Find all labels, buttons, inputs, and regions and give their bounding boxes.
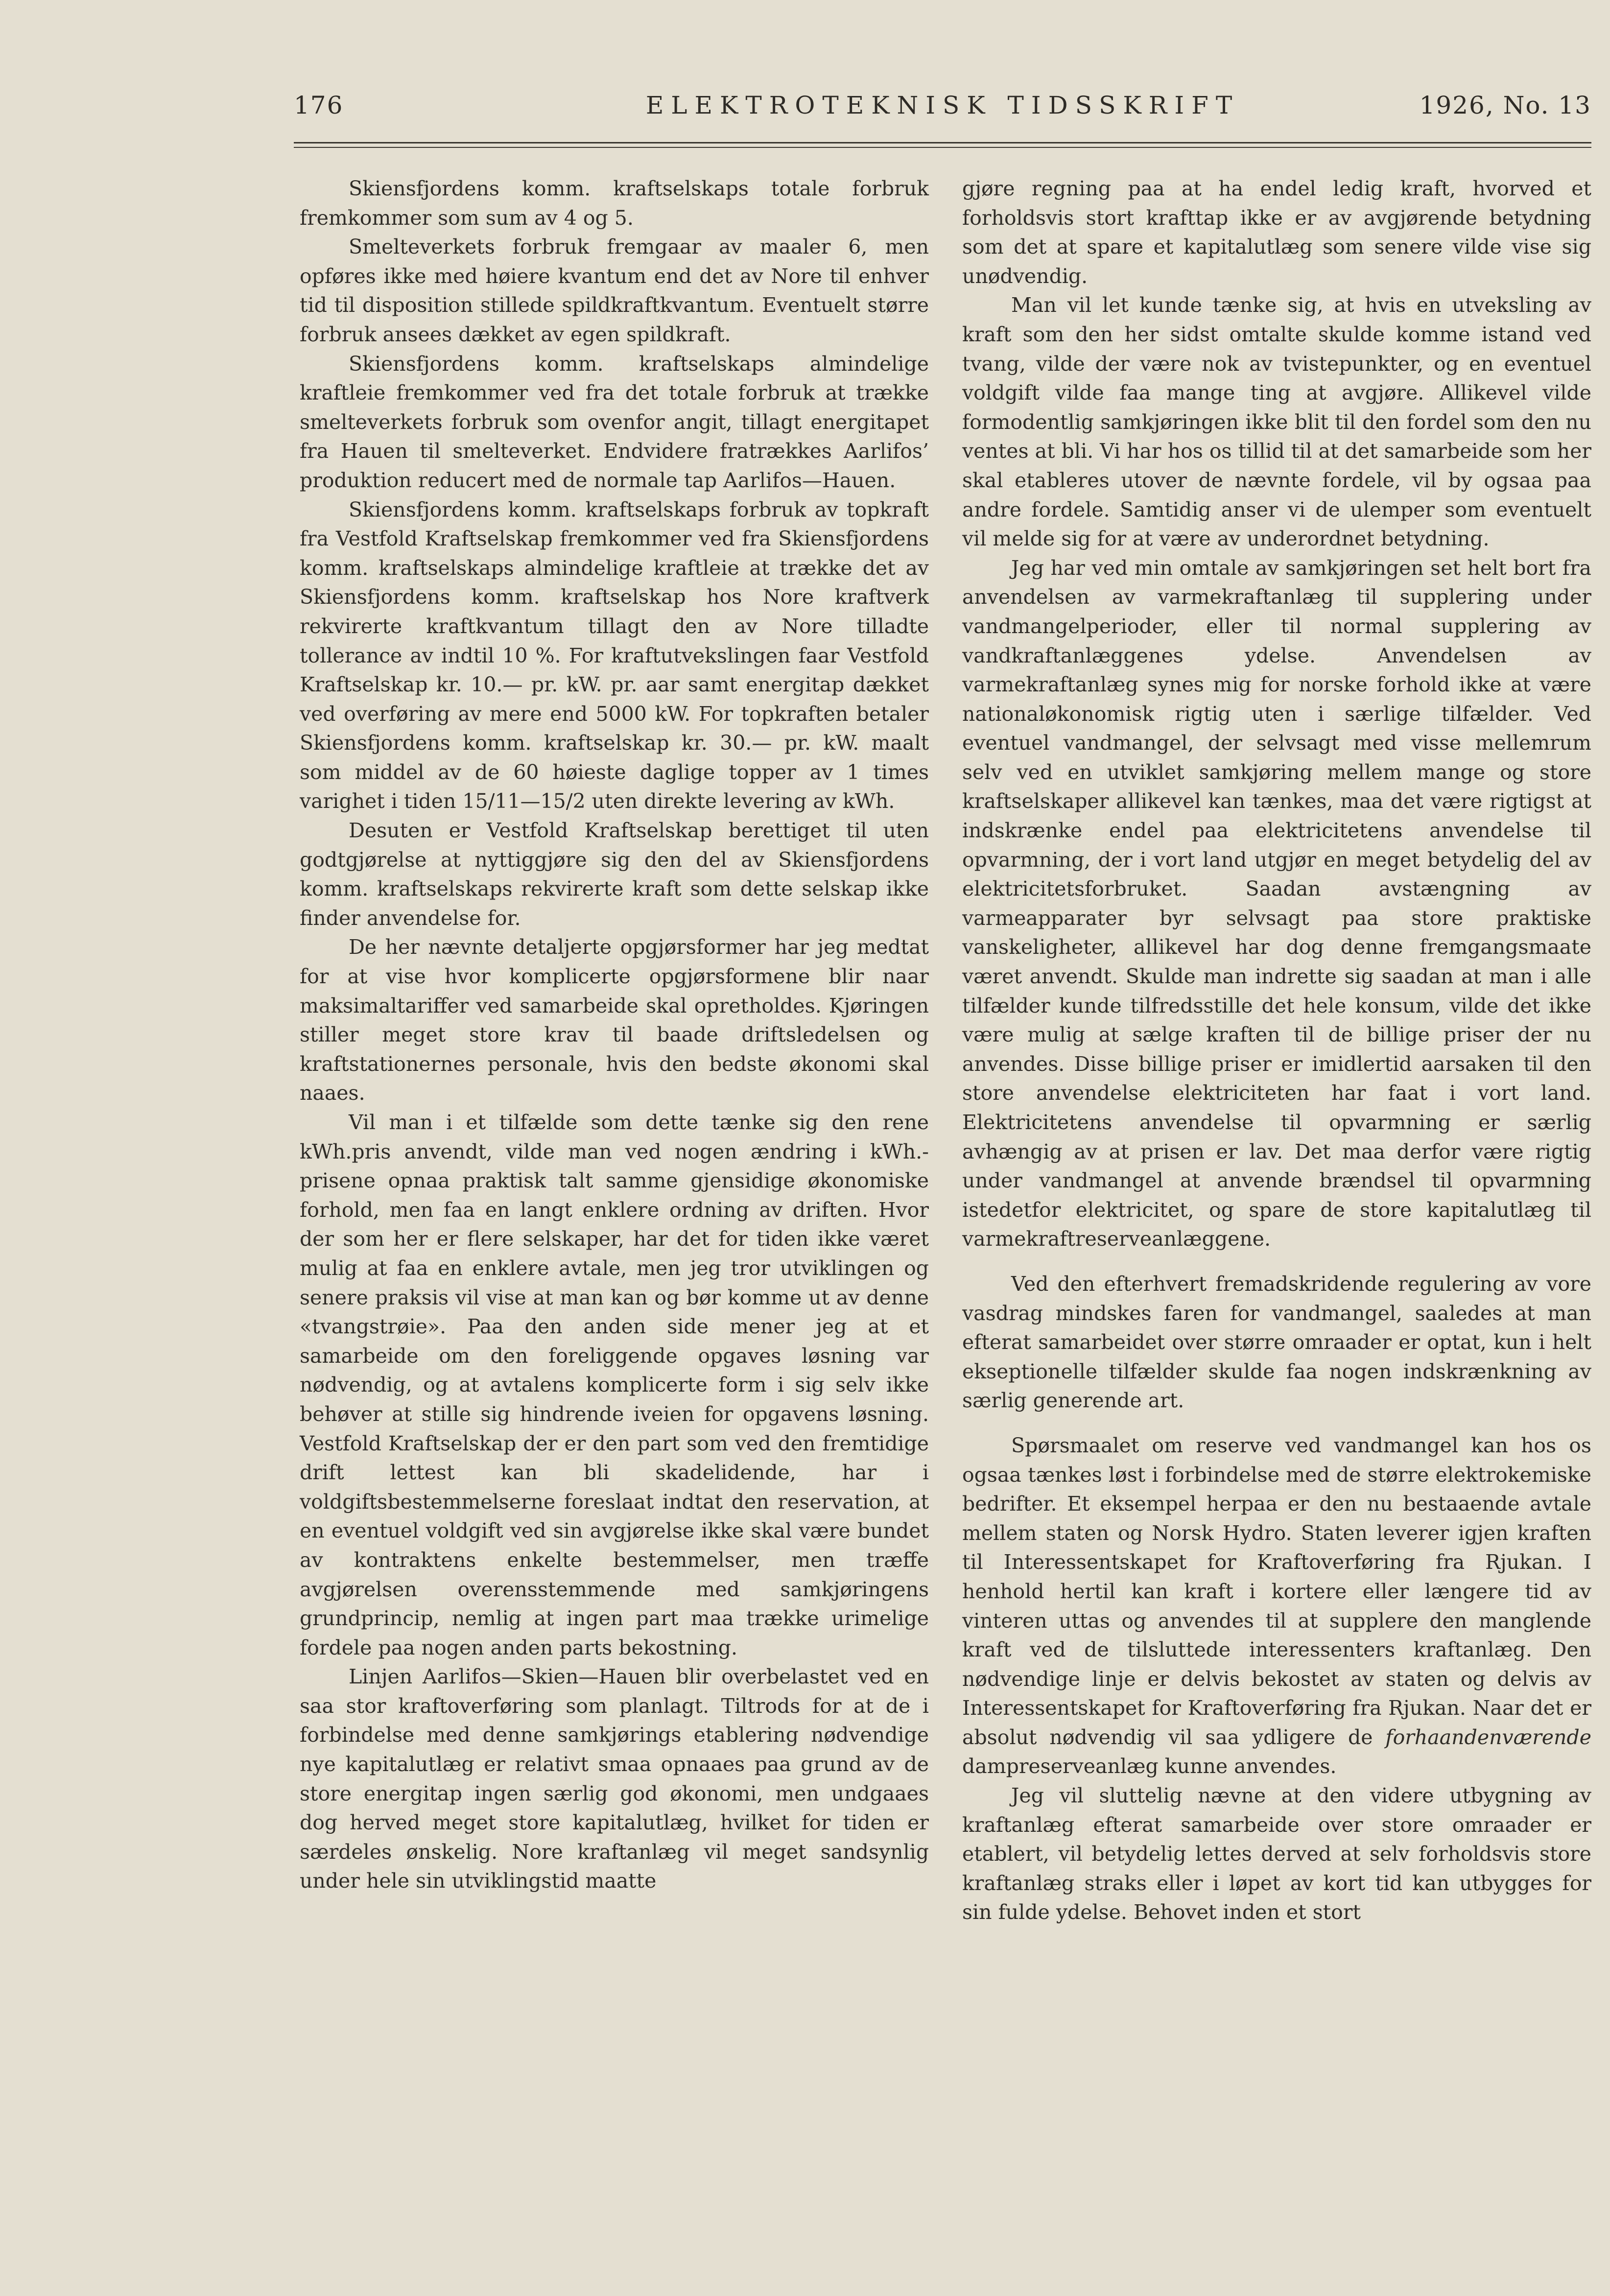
left-column	[300, 174, 929, 1896]
paragraph-text: dampreserveanlæg kunne anvendes.	[962, 1754, 1337, 1778]
header-rule-secondary	[294, 147, 1591, 148]
right-column	[962, 174, 1591, 1927]
header-rule	[294, 142, 1591, 143]
paragraph: Linjen Aarlifos—Skien—Hauen blir overbelastet ved en saa stor kraftoverføring som planlagt. Tiltrods for at de i forbindelse med denne samkjørings etablering nødvendige nye kapitalutlæg er relativt smaa opnaaes paa grund av de store energitap ingen særlig god økonomi, men undgaaes dog herved meget store kapitalutlæg, hvilket for tiden er særdeles ønskelig. Nore kraftanlæg vil meget sandsynlig under hele sin utviklingstid maatte	[300, 1665, 929, 1893]
paragraph: Jeg vil sluttelig nævne at den videre utbygning av kraftanlæg efterat samarbeide over store omraader er etablert, vil betydelig lettes derved at selv forholdsvis store kraftanlæg straks eller i løpet av kort tid kan utbygges for sin fulde ydelse. Behovet inden et stort	[962, 1784, 1591, 1924]
paragraph: Skiensfjordens komm. kraftselskaps forbruk av topkraft fra Vestfold Kraftselskap fremkommer ved fra Skiensfjordens komm. kraftselskaps almindelige kraftleie at trække det av Skiensfjordens komm. kraftselskap hos Nore kraftverk rekvirerte kraftkvantum tillagt den av Nore tilladte tollerance av indtil 10 %. For kraftutvekslingen faar Vestfold Kraftselskap kr. 10.— pr. kW. pr. aar samt energitap dækket ved overføring av mere end 5000 kW. For topkraften betaler Skiensfjordens komm. kraftselskap kr. 30.— pr. kW. maalt som middel av de 60 høieste daglige topper av 1 times varighet i tiden 15/11—15/2 uten direkte levering av kWh.	[300, 497, 929, 813]
paragraph-text: Spørsmaalet om reserve ved vandmangel kan hos os ogsaa tænkes løst i forbindelse med de større elektrokemiske bedrifter. Et eksempel herpaa er den nu bestaaende avtale mellem staten og Norsk Hydro. Staten leverer igjen kraften til Interessentskapet for Kraftoverføring fra Rjukan. I henhold hertil kan kraft i kortere eller længere tid av vinteren uttas og anvendes til at supplere den manglende kraft ved de tilsluttede interessenters kraftanlæg. Den nødvendige linje er delvis bekostet av staten og delvis av Interessentskapet for Kraftoverføring fra Rjukan. Naar det er absolut nødvendig vil saa ydligere de	[962, 1433, 1591, 1749]
paragraph: Man vil let kunde tænke sig, at hvis en utveksling av kraft som den her sidst omtalte skulde komme istand ved tvang, vilde der være nok av tvistepunkter, og en eventuel voldgift vilde faa mange ting at avgjøre. Allikevel vilde formodentlig samkjøringen ikke blit til den fordel som den nu ventes at bli. Vi har hos os tillid til at det samarbeide som her skal etableres utover de nævnte fordele, vil by ogsaa paa andre fordele. Samtidig anser vi de ulemper som eventuelt vil melde sig for at være av underordnet betydning.	[962, 293, 1591, 551]
page-header	[294, 91, 1591, 130]
paragraph: Vil man i et tilfælde som dette tænke sig den rene kWh.pris anvendt, vilde man ved nogen ændring i kWh.-prisene opnaa praktisk talt samme gjensidige økonomiske forhold, men faa en langt enklere ordning av driften. Hvor der som her er flere selskaper, har det for tiden ikke været mulig at faa en enklere avtale, men jeg tror utviklingen og senere praksis vil vise at man kan og bør komme ut av denne «tvangstrøie». Paa den anden side mener jeg at et samarbeide om den foreliggende opgaves løsning var nødvendig, og at avtalens komplicerte form i sig selv ikke behøver at stille sig hindrende iveien for opgavens løsning. Vestfold Kraftselskap der er den part som ved den fremtidige drift lettest kan bli skadelidende, har i voldgiftsbestemmelserne foreslaat indtat den reservation, at en eventuel voldgift ved sin avgjørelse ikke skal være bundet av kontraktens enkelte bestemmelser, men træffe avgjørelsen overensstemmende med samkjøringens grundprincip, nemlig at ingen part maa trække urimelige fordele paa nogen anden parts bekostning.	[300, 1111, 929, 1659]
paragraph: Skiensfjordens komm. kraftselskaps almindelige kraftleie fremkommer ved fra det totale forbruk at trække smelteverkets forbruk som ovenfor angit, tillagt energitapet fra Hauen til smelteverket. Endvidere fratrækkes Aarlifos’ produktion reducert med de normale tap Aarlifos—Hauen.	[300, 352, 929, 492]
paragraph-continuation: gjøre regning paa at ha endel ledig kraft, hvorved et forholdsvis stort krafttap ikke er av avgjørende betydning som det at spare et kapitalutlæg som senere vilde vise sig unødvendig.	[962, 177, 1591, 288]
paragraph: Ved den efterhvert fremadskridende regulering av vore vasdrag mindskes faren for vandmangel, saaledes at man efterat samarbeidet over større omraader er optat, kun i helt ekseptionelle tilfælder skulde faa nogen indskrænkning av særlig generende art.	[962, 1272, 1591, 1413]
paragraph	[962, 1431, 1591, 1781]
paragraph: Desuten er Vestfold Kraftselskap berettiget til uten godtgjørelse at nyttiggjøre sig den del av Skiensfjordens komm. kraftselskaps rekvirerte kraft som dette selskap ikke finder anvendelse for.	[300, 819, 929, 930]
paragraph: Jeg har ved min omtale av samkjøringen set helt bort fra anvendelsen av varmekraftanlæg til supplering under vandmangelperioder, eller til normal supplering av vandkraftanlæggenes ydelse. Anvendelsen av varmekraftanlæg synes mig for norske forhold ikke at være nationaløkonomisk rigtig uten i særlige tilfælder. Ved eventuel vandmangel, der selvsagt med visse mellemrum selv ved en utviklet samkjøring mellem mange og store kraftselskaper allikevel kan tænkes, maa det være rigtigst at indskrænke endel paa elektricitetens anvendelse til opvarmning, der i vort land utgjør en meget betydelig del av elektricitetsforbruket. Saadan avstængning av varmeapparater byr selvsagt paa store praktiske vanskeligheter, allikevel har dog denne fremgangsmaate været anvendt. Skulde man indrette sig saadan at man i alle tilfælder kunde tilfredsstille det hele konsum, vilde det ikke være mulig at sælge kraften til de billige priser der nu anvendes. Disse billige priser er imidlertid aarsaken til den store anvendelse elektriciteten har faat i vort land. Elektricitetens anvendelse til opvarmning er særlig avhængig av at prisen er lav. Det maa derfor være rigtig under vandmangel at anvende brændsel til opvarmning istedetfor elektricitet, og spare de store kapitalutlæg til varmekraftreserveanlæggene.	[962, 556, 1591, 1251]
italic-term: forhaandenværende	[1385, 1725, 1591, 1749]
paragraph: Skiensfjordens komm. kraftselskaps totale forbruk fremkommer som sum av 4 og 5.	[300, 177, 929, 230]
journal-title: ELEKTROTEKNISK TIDSSKRIFT	[645, 91, 1240, 119]
issue-number: 1926, No. 13	[1419, 91, 1591, 119]
page-number: 176	[294, 91, 344, 119]
paragraph: De her nævnte detaljerte opgjørsformer har jeg medtat for at vise hvor komplicerte opgjørsformene blir naar maksimaltariffer ved samarbeide skal opretholdes. Kjøringen stiller meget store krav til baade driftsledelsen og kraftstationernes personale, hvis den bedste økonomi skal naaes.	[300, 935, 929, 1105]
paragraph: Smelteverkets forbruk fremgaar av maaler 6, men opføres ikke med høiere kvantum end det av Nore til enhver tid til disposition stillede spildkraftkvantum. Eventuelt større forbruk ansees dækket av egen spildkraft.	[300, 235, 929, 346]
